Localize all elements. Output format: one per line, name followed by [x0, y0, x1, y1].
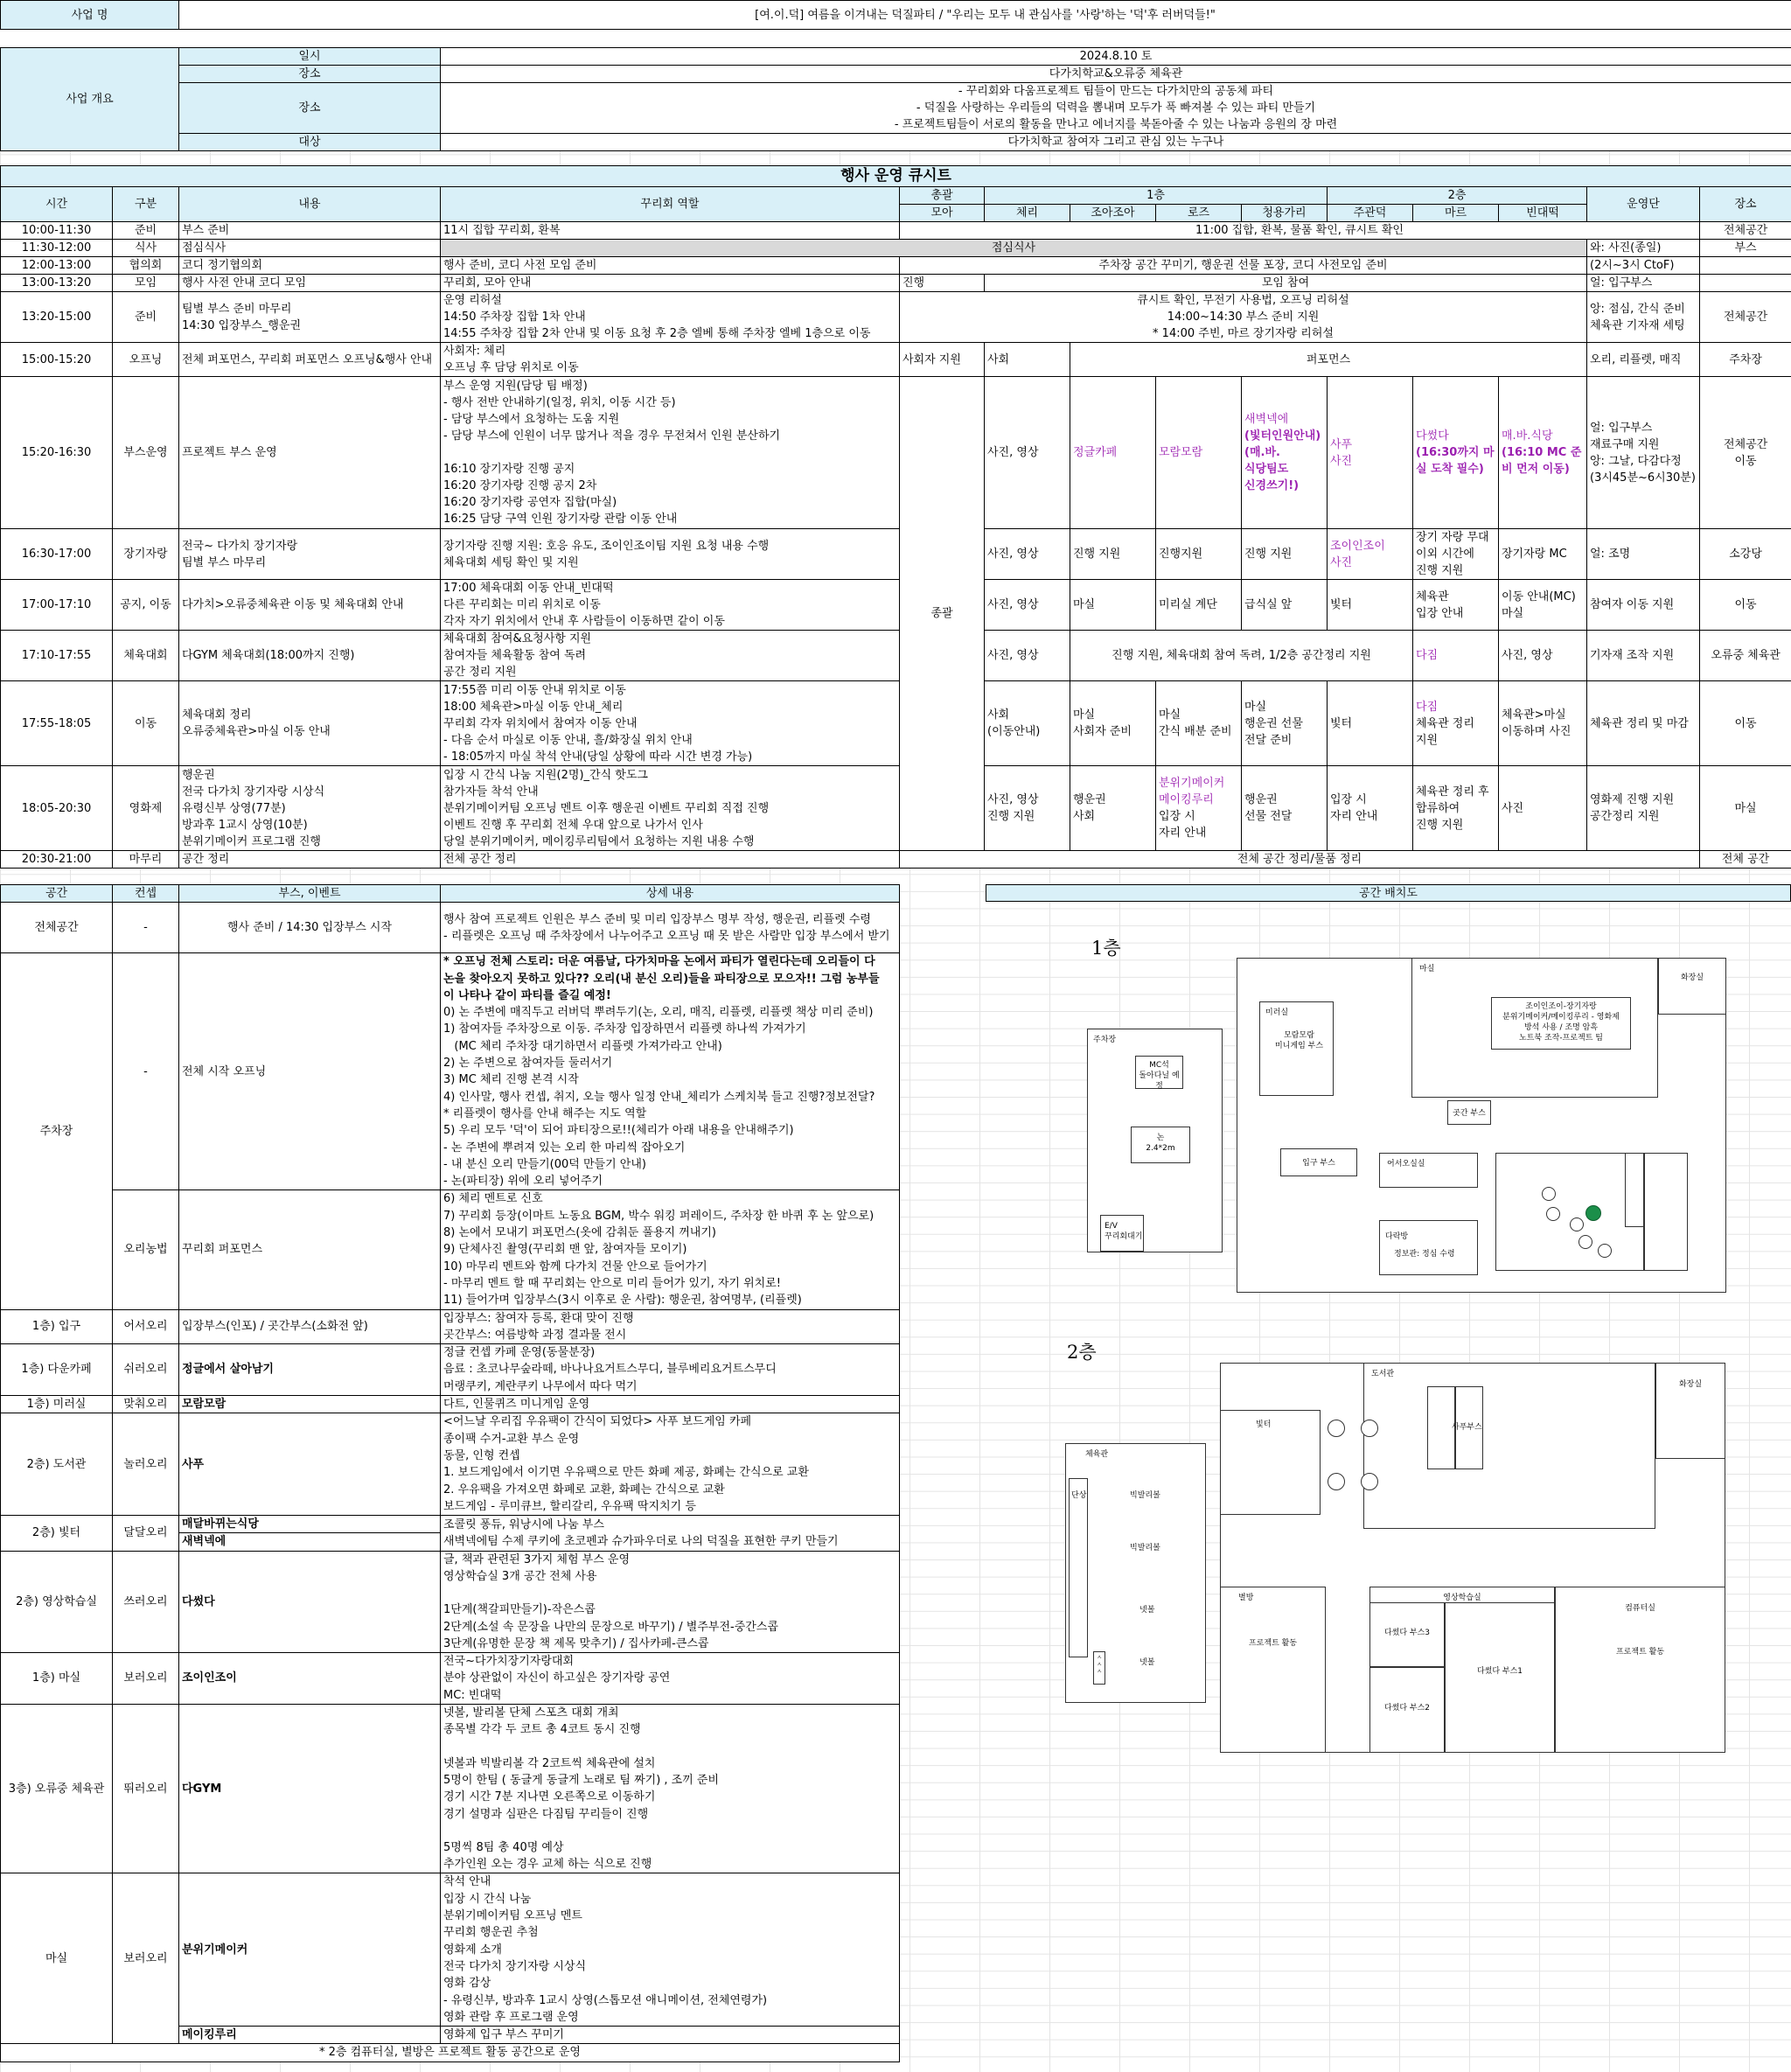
purpose-list: - 꾸리회와 다움프로젝트 팀들이 만드는 다가치만의 공동체 파티 - 덕질을 사랑하는 우리들의 덕력을 뽐내며 모두가 푹 빠져볼 수 있는 파티 만들기 - 프로젝트팀들이 서로의 활동을 만나고 에너지를 북돋아줄 수 있는 나눔과 응원의 장 마련	[441, 83, 1791, 134]
table-row: 1층) 입구 어서오리 입장부스(인포) / 곳간부스(소화전 앞) 입장부스: 참여자 등록, 환대 맞이 진행 곳간부스: 여름방학 과정 결과물 전시	[1, 1309, 900, 1344]
col-floor2: 2층	[1328, 187, 1587, 205]
col-mareu: 마르	[1413, 205, 1499, 222]
table-row: 1층) 미러실 맞춰오리 모람모람 다트, 인물퀴즈 미니게임 운영	[1, 1396, 900, 1413]
table-row: 메이킹루리 영화제 입구 부스 꾸미기	[1, 2027, 900, 2044]
table-row: 2층) 영상학습실 쓰러오리 다썼다 글, 책과 관련된 3가지 체험 부스 운영 영상학습실 3개 공간 전체 사용 1단계(책갈피만들기)-작은스콥 2단계(소설 속 문장을 나만의 문장으로 바꾸기) / 별주부전-중간스콥 3단계(유명한 문장 책 제목 맞추기) / 집사카페-큰스콥	[1, 1551, 900, 1652]
overview-label: 사업 개요	[1, 48, 179, 151]
col-role: 꾸리회 역할	[441, 187, 900, 222]
business-info-table	[0, 0, 1791, 151]
table-row: 2층) 도서관 놀러오리 사푸 <어느날 우리집 우유팩이 간식이 되었다> 사푸 보드게임 카페 종이팩 수거-교환 부스 운영 동물, 인형 컨셉 1. 보드게임에서 이기면 우유팩으로 만든 화폐 제공, 화폐는 간식으로 교환 2. 우유팩을 가져오면 화폐로 교환, 화폐는 간식으로 교환 보드게임 - 루미큐브, 할리갈리, 우유팩 딱지치기 등	[1, 1413, 900, 1516]
table-row: 2층) 빛터 달달오리 매달바뀌는식당 새벽넥에 조콜릿 퐁듀, 워낭시에 나눔 부스 새벽넥에팀 수제 쿠키에 초코펜과 슈가파우더로 나의 덕질을 표현한 쿠키 만들기	[1, 1516, 900, 1552]
table-row: 17:00-17:10 공지, 이동 다가치>오류중체육관 이동 및 체육대회 안내 17:00 체육대회 이동 안내_빈대떡 다른 꾸리회는 미리 위치로 이동 각자 자기 위치에서 안내 후 사람들이 이동하면 같이 이동 사진, 영상 마실 미리실 계단 급식실 앞 빛터 체육관 입장 안내 이동 안내(MC) 마실 참여자 이동 지원 이동	[1, 580, 1791, 631]
floor2-label: 2층	[1067, 1342, 1097, 1363]
col-bindaetteok: 빈대떡	[1499, 205, 1587, 222]
table-row: 마실 보러오리 분위기메이커 착석 안내 입장 시 간식 나눔 분위기메이커팀 오프닝 멘트 꾸리회 행운권 추첨 영화제 소개 전국 다가치 장기자랑 시상식 영화 감상 - 유령신부, 방과후 1교시 상영(스톱모션 애니메이션, 전체연령가) 영화 관람 후 프로그램 운영	[1, 1873, 900, 2027]
col-time: 시간	[1, 187, 113, 222]
col-joa: 조아조아	[1070, 205, 1156, 222]
table-row: 전체공간 - 행사 준비 / 14:30 입장부스 시작 행사 참여 프로젝트 인원은 부스 준비 및 미리 입장부스 명부 작성, 행운권, 리플렛 수령 - 리플렛은 오프닝 때 주차장에서 나누어주고 오프닝 때 못 받은 사람만 입장 부스에서 받기	[1, 903, 900, 953]
date-label: 일시	[179, 48, 441, 66]
table-row: 17:10-17:55 체육대회 다GYM 체육대회(18:00까지 진행) 체육대회 참여&요청사항 지원 참여자들 체육활동 참여 독려 공간 정리 지원 사진, 영상 진행 지원, 체육대회 참여 독려, 1/2층 공간정리 지원 다짐 사진, 영상 기자재 조작 지원 오류중 체육관	[1, 631, 1791, 681]
floor-plan-header: 공간 배치도	[986, 884, 1791, 902]
business-name: [여.이.덕] 여름을 이겨내는 덕질파티 / "우리는 모두 내 관심사를 '사랑'하는 '덕'후 러버덕들!"	[179, 1, 1791, 30]
col-content: 내용	[179, 187, 441, 222]
table-row: 17:55-18:05 이동 체육대회 정리 오류중체육관>마실 이동 안내 17:55쯤 미리 이동 안내 위치로 이동 18:00 체육관>마실 이동 안내_체리 꾸리회 각자 위치에서 참여자 이동 안내 - 다음 순서 마실로 이동 안내, 흘/화장실 위치 안내 - 18:05까지 마실 착석 안내(당일 상황에 따라 시간 변경 가능) 사회 (이동안내) 마실 사회자 준비 마실 간식 배분 준비 마실 행운권 선물 전달 준비 빛터 다짐 체육관 정리 지원 체육관>마실 이동하며 사진 체육관 정리 및 마감 이동	[1, 681, 1791, 766]
table-row: 주차장 - 전체 시작 오프닝 * 오프닝 전체 스토리: 더운 여름날, 다가치마을 논에서 파티가 열린다는데 오리들이 다 논을 찾아오지 못하고 있다?? 오리(내 분신 오리)들을 파티장으로 모으자!! 그럼 농부들 이 나타나 같이 파티를 즐길 예정! 0) 논 주변에 매직두고 러버덕 뿌려두기(논, 오리, 매직, 리플렛, 리플렛 책상 미리 준비) 1) 참여자들 주차장으로 이동. 주차장 입장하면서 리플렛 하나씩 가져가기 (MC 체리 주차장 대기하면서 리플렛 가져가라고 안내) 2) 논 주변으로 참여자들 둘러서기 3) MC 체리 진행 본격 시작 4) 인사말, 행사 컨셉, 취지, 오늘 행사 일정 안내_체리가 스케치북 들고 진행?정보전달? * 리플렛이 행사를 안내 해주는 지도 역할 5) 우리 모두 '덕'이 되어 파티장으로!!(체리가 아래 내용을 안내해주기) - 논 주변에 뿌려져 있는 오리 한 마리씩 잡아오기 - 내 분신 오리 만들기(00덕 만들기 안내) - 논(파티장) 위에 오리 넣어주기	[1, 953, 900, 1190]
table-row: 18:05-20:30 영화제 행운권 전국 다가치 장기자랑 시상식 유령신부 상영(77분) 방과후 1교시 상영(10분) 분위기메이커 프로그램 진행 입장 시 간식 나눔 지원(2명)_간식 핫도그 참가자들 착석 안내 분위기메이커팀 오프닝 멘트 이후 행운권 이벤트 꾸리회 직접 진행 이벤트 진행 후 꾸리회 전체 우대 앞으로 나가서 인사 당일 분위기메이커, 메이킹루리팀에서 요청하는 지원 내용 수행 사진, 영상 진행 지원 행운권 사회 분위기메이커 메이킹루리 입장 시 자리 안내 행운권 선물 전달 입장 시 자리 안내 체육관 정리 후 합류하여 진행 지원 사진 영화제 진행 지원 공간정리 지원 마실	[1, 766, 1791, 851]
table-row: 12:00-13:00 협의회 코디 정기협의회 행사 준비, 코디 사전 모임 준비 주차장 공간 꾸미기, 행운권 선물 포장, 코디 사전모임 준비 (2시~3시 CtoF)	[1, 257, 1791, 275]
col-moa: 모아	[900, 205, 985, 222]
table-row: 오리농법 꾸리회 퍼포먼스 6) 체리 멘트로 신호 7) 꾸리회 등장(이마트 노동요 BGM, 박수 워킹 퍼레이드, 주차장 한 바퀴 후 논 앞으로) 8) 논에서 모내기 퍼포먼스(옷에 감춰둔 풀용지 꺼내기) 9) 단체사진 촬영(꾸리회 맨 앞, 참여자들 모이기) 10) 마무리 멘트와 함께 다가치 건물 안으로 들어가기 - 마무리 멘트 할 때 꾸리회는 안으로 미리 들어가 있기, 자기 위치로! 11) 들어가며 입장부스(3시 이후로 운 사람): 행운권, 참여명부, (리플렛)	[1, 1190, 900, 1309]
col-rose: 로즈	[1156, 205, 1242, 222]
col-general: 총괄	[900, 187, 985, 205]
table-row: 3층) 오류중 체육관 뛰러오리 다GYM 넷볼, 발리볼 단체 스포츠 대회 개최 종목별 각각 두 코트 총 4코트 동시 진행 넷볼과 빅발리볼 각 2코트씩 체육관에 설치 5명이 한팀 ( 동글게 동글게 노래로 팀 짜기) , 조끼 준비 경기 시간 7분 지나면 오른쪽으로 이동하기 경기 설명과 심판은 다짐팀 꾸리들이 진행 5명씩 8팀 총 40명 예상 추가인원 오는 경우 교체 하는 식으로 진행	[1, 1705, 900, 1873]
purpose-label: 장소	[179, 83, 441, 134]
marker-icon	[1585, 1205, 1601, 1221]
target-label: 대상	[179, 134, 441, 151]
cue-sheet-table	[0, 165, 1791, 869]
floor1-label: 1층	[1091, 938, 1121, 959]
floor-plan-panel	[986, 884, 1791, 902]
table-row: 15:20-16:30 부스운영 프로젝트 부스 운영 부스 운영 지원(담당 팀 배정) - 행사 전반 안내하기(일정, 위치, 이동 시간 등) - 담당 부스에서 요청하는 도움 지원 - 담당 부스에 인원이 너무 많거나 적을 경우 무전쳐서 인원 분산하기 16:10 장기자랑 진행 공지 16:20 장기자랑 진행 공지 2차 16:20 장기자랑 공연자 집합(마실) 16:25 담당 구역 인원 장기자랑 관람 이동 안내 종괄 사진, 영상 정글카페 모람모람 새벽넥에 (빛터인원안내) (매.바.식당팀도 신경쓰기!) 사푸 사진 다썼다 (16:30까지 마 실 도착 필수) 매.바.식당 (16:10 MC 준 비 먼저 이동) 얼: 입구부스 재료구매 지원 앙: 그날, 다감다정 (3시45분~6시30분) 전체공간 이동	[1, 377, 1791, 529]
date-value: 2024.8.10 토	[441, 48, 1791, 66]
venue-label: 장소	[179, 66, 441, 83]
space-booth-table: 공간 컨셉 부스, 이벤트 상세 내용 전체공간 - 행사 준비 / 14:30 입장부스 시작 행사 참여 프로젝트 인원은 부스 준비 및 미리 입장부스 명부 작성, 행운권, 리플렛 수령 - 리플렛은 오프닝 때 주차장에서 나누어주고 오프닝 때 못 받은 사람만 입장 부스에서 받기 주차장 - 전체 시작 오프닝 * 오프닝 전체 스토리: 더운 여름날, 다가치마을 논에서 파티가 열린다는데 오리들이 다 논을 찾아오지 못하고 있다?? 오리(내 분신 오리)들을 파티장으로 모으자!! 그럼 농부들 이 나타나 같이 파티를 즐길 예정! 0) 논 주변에 매직두고 러버덕 뿌려두기(논, 오리, 매직, 리플렛, 리플렛 책상 미리 준비) 1) 참여자들 주차장으로 이동. 주차장 입장하면서 리플렛 하나씩 가져가기 (MC 체리 주차장 대기하면서 리플렛 가져가라고 안내) 2) 논 주변으로 참여자들 둘러서기 3) MC 체리 진행 본격 시작 4) 인사말, 행사 컨셉, 취지, 오늘 행사 일정 안내_체리가 스케치북 들고 진행?정보전달? * 리플렛이 행사를 안내 해주는 지도 역할 5) 우리 모두 '덕'이 되어 파티장으로!!(체리가 아래 내용을 안내해주기) - 논 주변에 뿌려져 있는 오리 한 마리씩 잡아오기 - 내 분신 오리 만들기(00덕 만들기 안내) - 논(파티장) 위에 오리 넣어주기 오리농법 꾸리회 퍼포먼스 6) 체리 멘트로 신호 7) 꾸리회 등장(이마트 노동요 BGM, 박수 워킹 퍼레이드, 주차장 한 바퀴 후 논 앞으로) 8) 논에서 모내기 퍼포먼스(옷에 감춰둔 풀용지 꺼내기) 9) 단체사진 촬영(꾸리회 맨 앞, 참여자들 모이기) 10) 마무리 멘트와 함께 다가치 건물 안으로 들어가기 - 마무리 멘트 할 때 꾸리회는 안으로 미리 들어가 있기, 자기 위치로! 11) 들어가며 입장부스(3시 이후로 운 사람): 행운권, 참여명부, (리플렛) 1층) 입구 어서오리 입장부스(인포) / 곳간부스(소화전 앞) 입장부스: 참여자 등록, 환대 맞이 진행 곳간부스: 여름방학 과정 결과물 전시 1층) 다운카페 쉬러오리 정글에서 살아남기 정글 컨셉 카페 운영(동물분장) 음료 : 초코나무숲라떼, 바나나요거트스무디, 블루베리요거트스무디 머랭쿠키, 계란쿠키 나무에서 따다 먹기 1층) 미러실 맞춰오리 모람모람 다트, 인물퀴즈 미니게임 운영 2층) 도서관 놀러오리 사푸 <어느날 우리집 우유팩이 간식이 되었다> 사푸 보드게임 카페 종이팩 수거-교환 부스 운영 동물, 인형 컨셉 1. 보드게임에서 이기면 우유팩으로 만든 화폐 제공, 화폐는 간식으로 교환 2. 우유팩을 가져오면 화폐로 교환, 화폐는 간식으로 교환 보드게임 - 루미큐브, 할리갈리, 우유팩 딱지치기 등 2층) 빛터 달달오리 매달바뀌는식당 새벽넥에 조콜릿 퐁듀, 워낭시에 나눔 부스 새벽넥에팀 수제 쿠키에 초코펜과 슈가파우더로 나의 덕질을 표현한 쿠키 만들기 2층) 영상학습실 쓰러오리 다썼다 글, 책과 관련된 3가지 체험 부스 운영 영상학습실 3개 공간 전체 사용 1단계(책갈피만들기)-작은스콥 2단계(소설 속 문장을 나만의 문장으로 바꾸기) / 별주부전-중간스콥 3단계(유명한 문장 책 제목 맞추기) / 집사카페-큰스콥 1층) 마실 보러오리 조이인조이 전국~다가치장기자랑대회 분야 상관없이 자신이 하고싶은 장기자랑 공연 MC: 빈대떡 3층) 오류중 체육관 뛰러오리 다GYM 넷볼, 발리볼 단체 스포츠 대회 개최 종목별 각각 두 코트 총 4코트 동시 진행 넷볼과 빅발리볼 각 2코트씩 체육관에 설치 5명이 한팀 ( 동글게 동글게 노래로 팀 짜기) , 조끼 준비 경기 시간 7분 지나면 오른쪽으로 이동하기 경기 설명과 심판은 다짐팀 꾸리들이 진행 5명씩 8팀 총 40명 예상 추가인원 오는 경우 교체 하는 식으로 진행 마실 보러오리 분위기메이커 착석 안내 입장 시 간식 나눔 분위기메이커팀 오프닝 멘트 꾸리회 행운권 추첨 영화제 소개 전국 다가치 장기자랑 시상식 영화 감상 - 유령신부, 방과후 1교시 상영(스톱모션 애니메이션, 전체연령가) 영화 관람 후 프로그램 운영 메이킹루리 영화제 입구 부스 꾸미기 * 2층 컴퓨터실, 별방은 프로젝트 활동 공간으로 운영	[0, 884, 900, 2062]
table-row: 20:30-21:00 마무리 공간 정리 전체 공간 정리 전체 공간 정리/물품 정리 전체 공간	[1, 851, 1791, 869]
table-row: 15:00-15:20 오프닝 전체 퍼포먼스, 꾸리회 퍼포먼스 오프닝&행사 안내 사회자: 체리 오프닝 후 담당 위치로 이동 사회자 지원 사회 퍼포먼스 오리, 리플렛, 매직 주차장	[1, 343, 1791, 377]
col-cheongyong: 청용가리	[1242, 205, 1328, 222]
cue-sheet-title: 행사 운영 큐시트	[1, 166, 1791, 187]
target-value: 다가치학교 참여자 그리고 관심 있는 누구나	[441, 134, 1791, 151]
table-row: 16:30-17:00 장기자랑 전국~ 다가치 장기자랑 팀별 부스 마무리 장기자랑 진행 지원: 호응 유도, 조이인조이팀 지원 요청 내용 수행 체육대회 세팅 확인 및 지원 사진, 영상 진행 지원 진행지원 진행 지원 조이인조이 사진 장기 자랑 무대 이외 시간에 진행 지원 장기자랑 MC 얼: 조명 소강당	[1, 529, 1791, 580]
col-floor1: 1층	[985, 187, 1328, 205]
table-row: 1층) 마실 보러오리 조이인조이 전국~다가치장기자랑대회 분야 상관없이 자신이 하고싶은 장기자랑 공연 MC: 빈대떡	[1, 1653, 900, 1705]
table-row: 1층) 다운카페 쉬러오리 정글에서 살아남기 정글 컨셉 카페 운영(동물분장) 음료 : 초코나무숲라떼, 바나나요거트스무디, 블루베리요거트스무디 머랭쿠키, 계란쿠키 나무에서 따다 먹기	[1, 1344, 900, 1396]
col-place: 장소	[1700, 187, 1791, 222]
footnote: * 2층 컴퓨터실, 별방은 프로젝트 활동 공간으로 운영	[1, 2044, 900, 2062]
business-name-label: 사업 명	[1, 1, 179, 30]
table-row: 13:20-15:00 준비 팀별 부스 준비 마무리 14:30 입장부스_행운권 운영 리허설 14:50 주차장 집합 1차 안내 14:55 주차장 집합 2차 안내 및 이동 요청 후 2층 엘베 통해 주차장 엘베 1층으로 이동 큐시트 확인, 무전기 사용법, 오프닝 리허설 14:00~14:30 부스 준비 지원 * 14:00 주빈, 마르 장기자랑 리허설 앙: 점심, 간식 준비 체육관 기자재 세팅 전체공간	[1, 292, 1791, 343]
table-row: 13:00-13:20 모임 행사 사전 안내 코디 모임 꾸리회, 모아 안내 진행 모임 참여 얼: 입구부스	[1, 275, 1791, 292]
venue-value: 다가치학교&오류중 체육관	[441, 66, 1791, 83]
table-row: 11:30-12:00 식사 점심식사 점심식사 와: 사진(종일) 부스	[1, 240, 1791, 257]
col-staff: 운영단	[1587, 187, 1700, 222]
table-row: 10:00-11:30 준비 부스 준비 11시 집합 꾸리회, 환복 11:00 집합, 환복, 물품 확인, 큐시트 확인 전체공간	[1, 222, 1791, 240]
col-cherry: 체리	[985, 205, 1070, 222]
col-jugwandeok: 주관덕	[1328, 205, 1413, 222]
col-type: 구분	[113, 187, 179, 222]
